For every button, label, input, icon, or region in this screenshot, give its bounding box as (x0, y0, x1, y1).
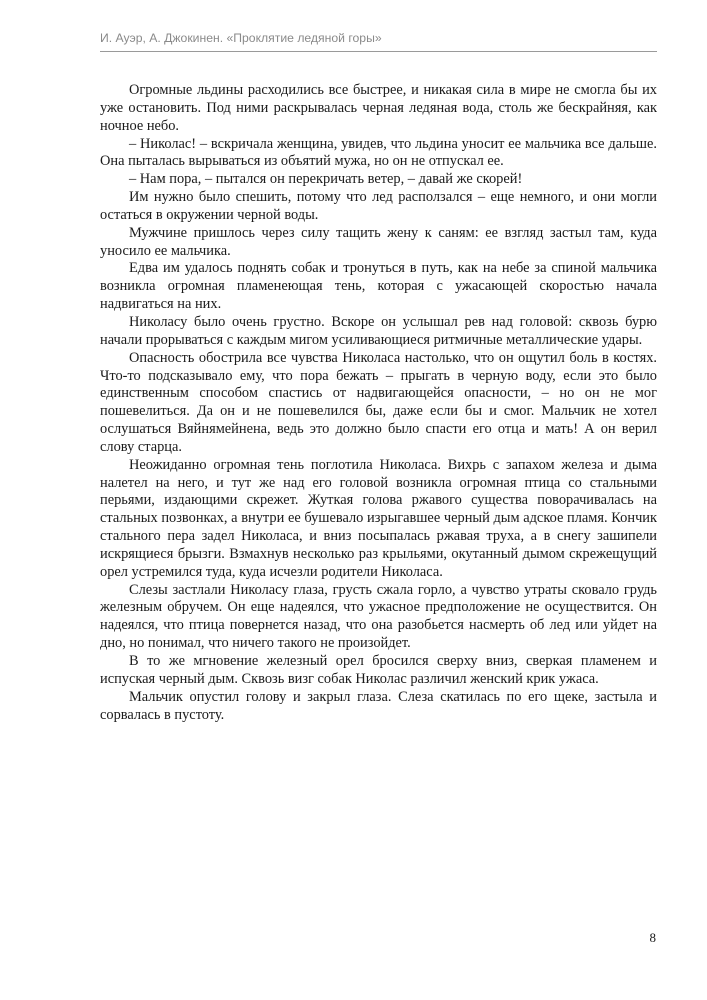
paragraph: Им нужно было спешить, потому что лед расползался – еще немного, и они могли остаться в окружении черной воды. (100, 189, 657, 223)
paragraph: – Нам пора, – пытался он перекричать ветер, – давай же скорей! (129, 171, 523, 188)
header-divider (100, 51, 657, 52)
paragraph: Слезы застлали Николасу глаза, грусть сжала горло, а чувство утраты сковало грудь железным обручем. Он еще надеялся, что ужасное предположение не осуществится. Он надеялся, что птица повернется назад, что она разобьется насмерть об лед или уйдет на дно, но понимал, что ничего такого не произойдет. (100, 581, 657, 652)
paragraph: Неожиданно огромная тень поглотила Николаса. Вихрь с запахом железа и дыма налетел на него, и тут же над его головой возникла огромная птица со стальными перьями, издающими скрежет. Жуткая голова ржавого существа поворачивалась на стальных позвонках, а внутри ее бушевало изрыгавшее черный дым адское пламя. Кончик стального пера задел Николаса, и вниз посыпалась ржавая труха, а в снегу зашипели искрящиеся брызги. Взмахнув несколько раз крыльями, окутанный дымом скрежещущий орел устремился туда, куда исчезли родители Николаса. (100, 456, 657, 580)
paragraph: Едва им удалось поднять собак и тронуться в путь, как на небе за спиной мальчика возникла огромная пламенеющая тень, которая с ужасающей скоростью начала надвигаться на них. (100, 260, 657, 313)
paragraph: В то же мгновение железный орел бросился сверху вниз, сверкая пламенем и испуская черный дым. Сквозь визг собак Николас различил женский крик ужаса. (100, 653, 657, 687)
paragraph: Огромные льдины расходились все быстрее, и никакая сила в мире не смогла бы их уже остановить. Под ними раскрывалась черная ледяная вода, столь же бескрайняя, как ночное небо. (100, 82, 657, 134)
paragraph: Мальчик опустил голову и закрыл глаза. Слеза скатилась по его щеке, застыла и сорвалась в пустоту. (100, 688, 657, 723)
running-header: И. Ауэр, А. Джокинен. «Проклятие ледяной горы» (100, 31, 382, 45)
paragraph: Опасность обострила все чувства Николаса настолько, что он ощутил боль в костях. Что-то подсказывало ему, что пора бежать – прыгать в черную воду, если это было единственным способом спастись от надвигающейся опасности, – но он не мог пошевелиться. Да он и не пошевелился бы, даже если бы и смог. Мальчик не хотел ослушаться Вяйнямейнена, ведь это должно было спасти его отца и мать! А он верил слову старца. (100, 349, 657, 455)
page-number: 8 (649, 930, 656, 945)
paragraph: – Николас! – вскричала женщина, увидев, что льдина уносит ее мальчика все дальше. Она пыталась вырываться из объятий мужа, но он не отпускал ее. (100, 135, 657, 170)
paragraph: Мужчине пришлось через силу тащить жену к саням: ее взгляд застыл там, куда уносило ее мальчика. (100, 224, 657, 259)
body-text (100, 82, 657, 724)
paragraph: Николасу было очень грустно. Вскоре он услышал рев над головой: сквозь бурю начали прорываться с каждым мигом усиливающиеся ритмичные металлические удары. (100, 313, 657, 348)
